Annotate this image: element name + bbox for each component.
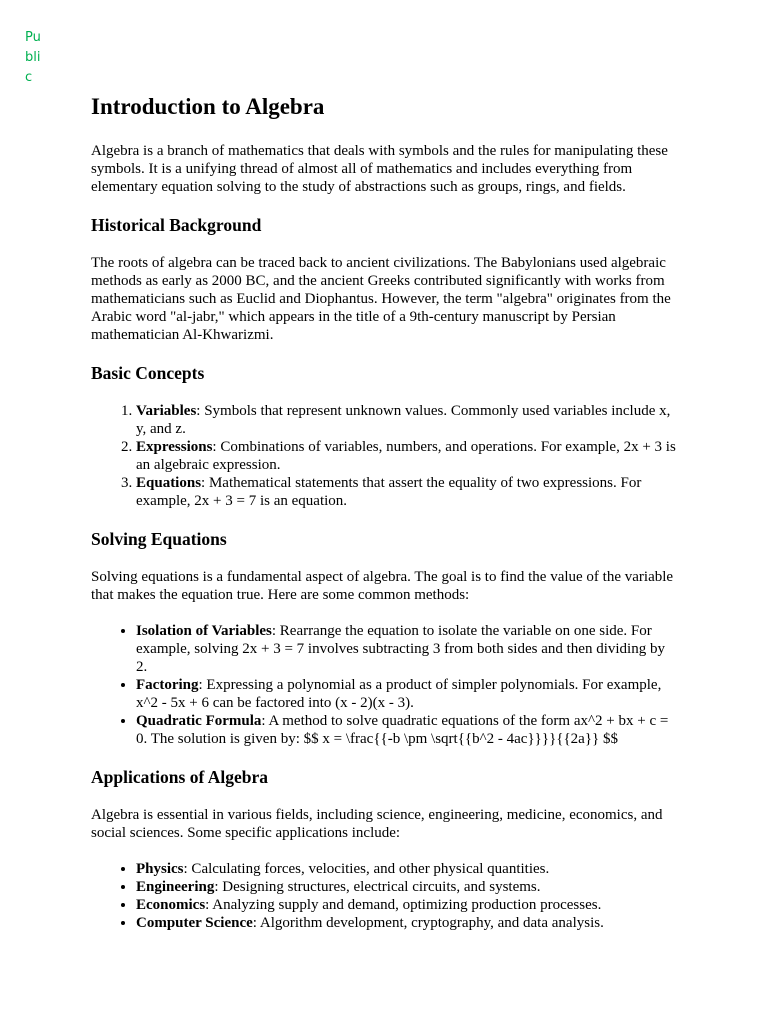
applications-heading: Applications of Algebra — [91, 767, 268, 787]
list-item-text: : Symbols that represent unknown values. Commonly used variables include x, y, and z. — [136, 403, 671, 437]
list-item-term: Isolation of Variables — [136, 623, 272, 639]
list-item — [136, 878, 679, 896]
list-item-text: : Analyzing supply and demand, optimizing production processes. — [205, 897, 602, 913]
list-item-text: : Rearrange the equation to isolate the variable on one side. For example, solving 2x + 3 = 7 involves subtracting 3 from both sides and then dividing by 2. — [136, 623, 665, 675]
list-item — [136, 712, 679, 748]
solving-equations-paragraph: Solving equations is a fundamental aspect of algebra. The goal is to find the value of the variable that makes the equation true. Here are some common methods: — [91, 569, 674, 603]
list-item — [136, 896, 679, 914]
list-item-term: Factoring — [136, 677, 199, 693]
document-body — [91, 90, 679, 950]
list-item-term: Equations — [136, 475, 202, 491]
list-item — [136, 622, 679, 676]
basic-concepts-list — [91, 402, 679, 510]
list-item-text: : Calculating forces, velocities, and other physical quantities. — [183, 861, 550, 877]
history-heading: Historical Background — [91, 215, 262, 235]
solving-methods-list — [91, 622, 679, 748]
list-item-text: : Algorithm development, cryptography, and data analysis. — [252, 915, 604, 931]
list-item-text: : Expressing a polynomial as a product of simpler polynomials. For example, x^2 - 5x + 6 can be factored into (x - 2)(x - 3). — [136, 677, 662, 711]
list-item-term: Variables — [136, 403, 197, 419]
list-item-text: : Mathematical statements that assert the equality of two expressions. For example, 2x + 3 = 7 is an equation. — [136, 475, 642, 509]
list-item — [136, 402, 679, 438]
list-item-term: Physics — [136, 861, 184, 877]
document-title: Introduction to Algebra — [91, 94, 325, 119]
intro-paragraph: Algebra is a branch of mathematics that deals with symbols and the rules for manipulating these symbols. It is a unifying thread of almost all of mathematics and includes everything from elementary equation solving to the study of abstractions such as groups, rings, and fields. — [91, 143, 668, 195]
list-item-text: : Designing structures, electrical circuits, and systems. — [214, 879, 541, 895]
applications-list — [91, 860, 679, 932]
list-item-term: Expressions — [136, 439, 213, 455]
list-item — [136, 474, 679, 510]
solving-equations-heading: Solving Equations — [91, 529, 227, 549]
list-item-term: Computer Science — [136, 915, 253, 931]
list-item-term: Economics — [136, 897, 206, 913]
basic-concepts-heading: Basic Concepts — [91, 363, 205, 383]
list-item-text: : A method to solve quadratic equations of the form ax^2 + bx + c = 0. The solution is given by: $$ x = \frac{{-b \pm \sqrt{{b^2 - 4ac}}}}{{2a}} $$ — [136, 713, 669, 747]
list-item — [136, 914, 679, 932]
list-item-text: : Combinations of variables, numbers, and operations. For example, 2x + 3 is an algebraic expression. — [136, 439, 676, 473]
history-paragraph: The roots of algebra can be traced back to ancient civilizations. The Babylonians used algebraic methods as early as 2000 BC, and the ancient Greeks contributed significantly with works from mathematicians such as Euclid and Diophantus. However, the term "algebra" originates from the Arabic word "al-jabr," which appears in the title of a 9th-century manuscript by Persian mathematician Al-Khwarizmi. — [91, 255, 671, 343]
list-item — [136, 438, 679, 474]
classification-label: Public — [25, 30, 41, 85]
list-item — [136, 860, 679, 878]
list-item — [136, 676, 679, 712]
list-item-term: Quadratic Formula — [136, 713, 262, 729]
list-item-term: Engineering — [136, 879, 215, 895]
applications-paragraph: Algebra is essential in various fields, including science, engineering, medicine, economics, and social sciences. Some specific applications include: — [91, 807, 663, 841]
